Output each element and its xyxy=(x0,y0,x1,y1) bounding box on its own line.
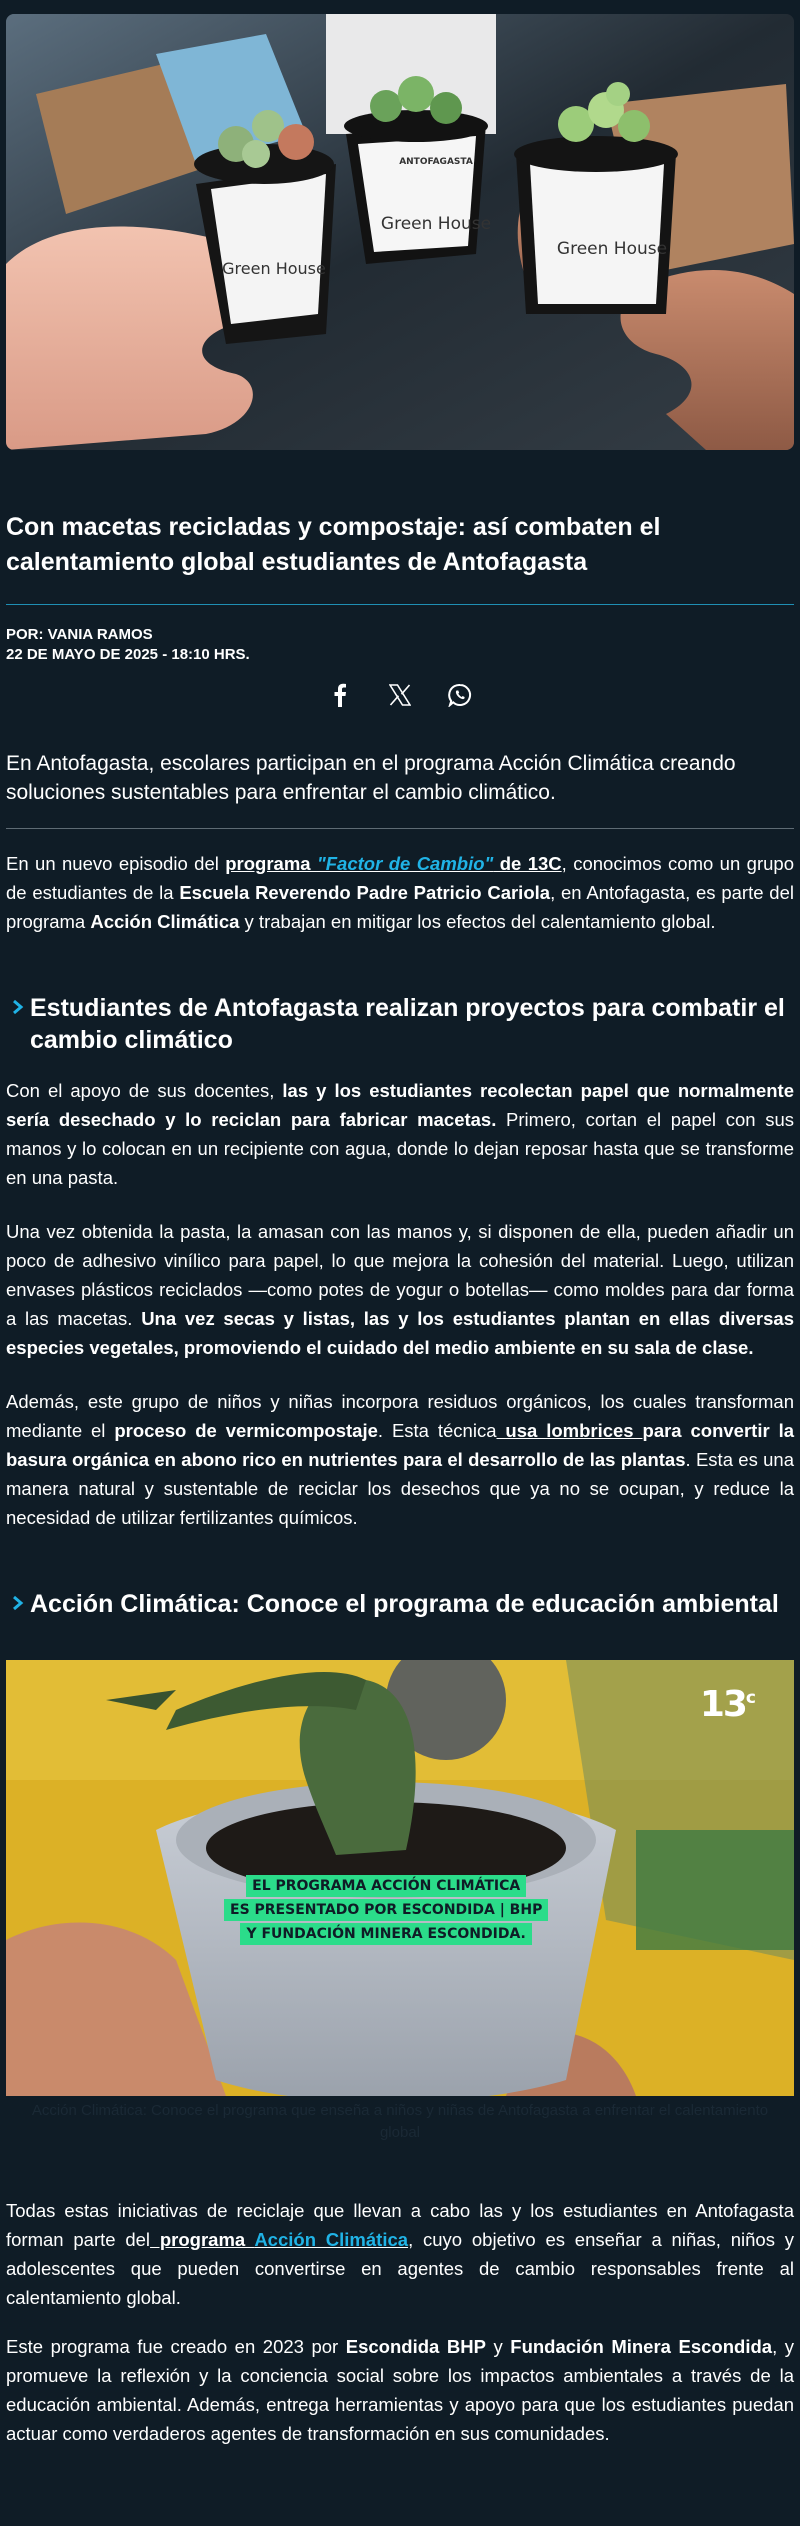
chevron-right-icon xyxy=(6,998,30,1016)
intro-paragraph: En un nuevo episodio del programa "Factor de Cambio" de 13C, conocimos como un grupo de estudiantes de la Escuela Reverendo Padre Patricio Cariola, en Antofagasta, es parte del programa Acción Climática y trabajan en mitigar los efectos del calentamiento global. xyxy=(6,853,794,932)
x-share-button[interactable] xyxy=(388,683,412,707)
lombrices-link[interactable]: usa lombrices xyxy=(496,1420,643,1441)
title-divider xyxy=(6,604,794,605)
section-heading-program-text: Acción Climática: Conoce el programa de educación ambiental xyxy=(30,1590,779,1618)
whatsapp-icon xyxy=(448,683,472,707)
article-page xyxy=(6,14,794,2448)
pot-mid-label: Green House xyxy=(380,214,492,234)
section-heading-program xyxy=(6,1588,794,1620)
pot-brand-label: ANTOFAGASTA xyxy=(399,157,473,167)
share-bar xyxy=(6,679,794,711)
hero-image xyxy=(6,14,794,450)
school-name: Escuela Reverendo Padre Patricio Cariola xyxy=(179,882,551,903)
facebook-share-button[interactable] xyxy=(328,683,352,707)
accion-climatica-link[interactable]: programa Acción Climática xyxy=(150,2229,409,2250)
video-caption: Acción Climática: Conoce el programa que enseña a niños y niñas de Antofagasta a enfrentar el calentamiento global xyxy=(31,2102,769,2141)
paragraph-program-origin: Este programa fue creado en 2023 por Escondida BHP y Fundación Minera Escondida, y promueve la reflexión y la conciencia social sobre los impactos ambientales a través de la educación ambiental. Además, entrega herramientas y apoyo para que los estudiantes puedan actuar como verdaderos agentes de transformación en sus comunidades. xyxy=(6,2336,794,2444)
sponsor-overlay: EL PROGRAMA ACCIÓN CLIMÁTICA ES PRESENTADO POR ESCONDIDA | BHP Y FUNDACIÓN MINERA ESCONDIDA. xyxy=(224,1874,548,1946)
hero-illustration xyxy=(6,14,794,450)
whatsapp-share-button[interactable] xyxy=(448,683,472,707)
article-title: Con macetas recicladas y compostaje: así combaten el calentamiento global estudiantes de Antofagasta xyxy=(6,513,661,576)
publish-date: 22 DE MAYO DE 2025 - 18:10 HRS. xyxy=(6,646,250,663)
video-player[interactable] xyxy=(6,1660,794,2096)
paragraph-program-goal: Todas estas iniciativas de reciclaje que llevan a cabo las y los estudiantes en Antofagasta forman parte del programa Acción Climática, cuyo objetivo es enseñar a niñas, niños y adolescentes que pueden convertirse en agentes de cambio responsables frente al calentamiento global. xyxy=(6,2200,795,2308)
chevron-right-icon xyxy=(6,1594,30,1612)
facebook-icon xyxy=(333,683,347,707)
article-lead: En Antofagasta, escolares participan en el programa Acción Climática creando soluciones sustentables para enfrentar el cambio climático. xyxy=(6,752,736,804)
paragraph-paper-recycling: Con el apoyo de sus docentes, las y los estudiantes recolectan papel que normalmente sería desechado y lo reciclan para fabricar macetas. Primero, cortan el papel con sus manos y lo colocan en un recipiente con agua, donde lo dejan reposar hasta que se transforme en una pasta. xyxy=(6,1080,795,1188)
paragraph-vermicompost: Además, este grupo de niños y niñas incorpora residuos orgánicos, los cuales transforman mediante el proceso de vermicompostaje. Esta técnica usa lombrices para convertir la basura orgánica en abono rico en nutrientes para el desarrollo de las plantas. Esta es una manera natural y sustentable de reciclar los desechos que ya no se ocupan, y reduce la necesidad de utilizar fertilizantes químicos. xyxy=(6,1391,795,1528)
x-icon xyxy=(389,684,411,706)
section-heading-projects xyxy=(6,992,794,1056)
author: POR: VANIA RAMOS xyxy=(6,626,153,643)
pot-right-label: Green House xyxy=(556,239,668,259)
channel-logo: 13$^c$ xyxy=(699,1684,754,1725)
section-heading-projects-text: Estudiantes de Antofagasta realizan proyectos para combatir el cambio climático xyxy=(30,994,785,1054)
program-name: Acción Climática xyxy=(90,911,240,932)
paragraph-pot-making: Una vez obtenida la pasta, la amasan con las manos y, si disponen de ella, pueden añadir un poco de adhesivo vinílico para papel, lo que mejora la cohesión del material. Luego, utilizan envases plásticos reciclados —como potes de yogur o botellas— como moldes para dar forma a las macetas. Una vez secas y listas, las y los estudiantes plantan en ellas diversas especies vegetales, promoviendo el cuidado del medio ambiente en su sala de clase. xyxy=(6,1221,795,1358)
byline xyxy=(6,625,794,665)
lead-divider xyxy=(6,828,794,829)
factor-de-cambio-link[interactable]: programa "Factor de Cambio" de 13C xyxy=(225,853,562,874)
pot-left-label: Green House xyxy=(222,259,326,278)
